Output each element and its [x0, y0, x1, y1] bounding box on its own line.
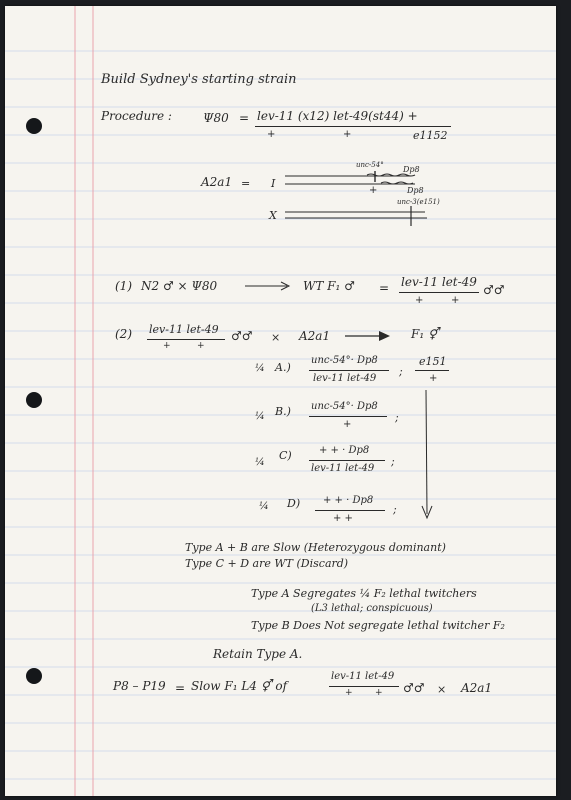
sex-symbol: ♂♂	[483, 283, 505, 297]
final-label: P8 – P19	[113, 679, 166, 693]
binder-hole	[26, 668, 42, 684]
step-number: (1)	[115, 279, 132, 293]
genotype-bottom: +	[343, 129, 352, 140]
separator: ;	[391, 455, 395, 468]
plus-marker: +	[369, 185, 378, 196]
partner-strain: A2a1	[299, 329, 331, 343]
genotype-bottom: +	[163, 341, 171, 351]
genotype-bottom: +	[451, 295, 460, 306]
page-title: Build Sydney's starting strain	[101, 72, 297, 87]
notebook-page	[5, 6, 556, 796]
class-genotype-bottom: +	[343, 419, 352, 430]
strain-name: Ψ80	[203, 111, 229, 125]
duplication-label: Dp8	[403, 165, 420, 174]
class-fraction: ¼	[255, 457, 265, 468]
chromosome-label: I	[271, 177, 276, 190]
a2a1-label: A2a1	[201, 175, 233, 189]
duplication-label: Dp8	[407, 186, 424, 195]
equals-sign: =	[379, 281, 390, 295]
arrow-icon	[243, 280, 293, 292]
class-genotype-bottom: + +	[333, 513, 353, 524]
note-line: (L3 lethal; conspicuous)	[311, 603, 433, 614]
class-genotype-top: unc-54°· Dp8	[311, 355, 378, 366]
genotype-rule	[255, 126, 451, 127]
class-label: A.)	[275, 361, 291, 374]
class-genotype-top: + + · Dp8	[323, 495, 374, 506]
class-label: C)	[279, 449, 292, 462]
note-line: Type A Segregates ¼ F₂ lethal twitchers	[251, 587, 477, 600]
class-genotype-bottom: lev-11 let-49	[311, 463, 375, 474]
sex-symbol: ♂♂	[403, 681, 425, 695]
sex-symbol: ♂♂	[231, 329, 253, 343]
chromosome-x-diagram	[285, 206, 435, 230]
allele-label: unc-3(e151)	[397, 198, 440, 206]
separator: ;	[395, 411, 399, 424]
cross-result: WT F₁ ♂	[303, 279, 355, 293]
genotype-rule	[309, 416, 387, 417]
cross-sign: ×	[271, 331, 281, 344]
final-text: Slow F₁ L4 ⚥ of	[191, 679, 288, 693]
f1-hermaphrodite: F₁ ⚥	[411, 327, 439, 341]
binder-hole	[26, 118, 42, 134]
genotype-bottom: e1152	[413, 129, 448, 142]
procedure-label: Procedure :	[101, 109, 172, 123]
equals-sign: =	[239, 111, 250, 125]
class-genotype-top: + + · Dp8	[319, 445, 370, 456]
genotype-rule	[329, 686, 399, 687]
equals-sign: =	[241, 177, 251, 190]
note-line: Type C + D are WT (Discard)	[185, 557, 349, 570]
binder-hole	[26, 392, 42, 408]
cross-sign: ×	[437, 683, 447, 696]
chromosome-label: X	[269, 209, 277, 222]
class-extra-top: e151	[419, 355, 447, 368]
genotype-top: lev-11 let-49	[149, 323, 219, 336]
class-fraction: ¼	[255, 411, 265, 422]
ruled-lines	[5, 6, 556, 796]
class-genotype-top: unc-54°· Dp8	[311, 401, 378, 412]
class-fraction: ¼	[259, 501, 269, 512]
class-label: B.)	[275, 405, 291, 418]
class-fraction: ¼	[255, 363, 265, 374]
down-arrow-icon	[417, 388, 437, 522]
genotype-bottom: +	[197, 341, 205, 351]
note-line: Retain Type A.	[213, 647, 303, 661]
genotype-top: lev-11 let-49	[331, 671, 395, 682]
genotype-rule	[309, 460, 385, 461]
allele-label: unc-54°	[356, 161, 384, 169]
separator: ;	[399, 365, 403, 378]
genotype-rule	[415, 370, 449, 371]
step-number: (2)	[115, 327, 132, 341]
class-genotype-bottom: lev-11 let-49	[313, 373, 377, 384]
equals-sign: =	[175, 681, 186, 695]
genotype-bottom: +	[267, 129, 276, 140]
class-label: D)	[287, 497, 301, 510]
partner-strain: A2a1	[461, 681, 493, 695]
genotype-rule	[309, 370, 389, 371]
note-line: Type A + B are Slow (Heterozygous dominant)	[185, 541, 446, 554]
genotype-top: lev-11 (x12) let-49(st44) +	[257, 109, 418, 123]
genotype-rule	[147, 339, 225, 340]
genotype-rule	[399, 292, 479, 293]
class-extra-bottom: +	[429, 373, 438, 384]
note-line: Type B Does Not segregate lethal twitcher F₂	[251, 619, 505, 632]
genotype-top: lev-11 let-49	[401, 275, 477, 289]
separator: ;	[393, 503, 397, 516]
genotype-rule	[315, 510, 385, 511]
genotype-bottom: +	[375, 688, 383, 698]
genotype-bottom: +	[415, 295, 424, 306]
cross-text: N2 ♂ × Ψ80	[141, 279, 218, 293]
genotype-bottom: +	[345, 688, 353, 698]
chromosome-i-diagram	[285, 170, 425, 194]
arrow-icon	[343, 330, 393, 342]
